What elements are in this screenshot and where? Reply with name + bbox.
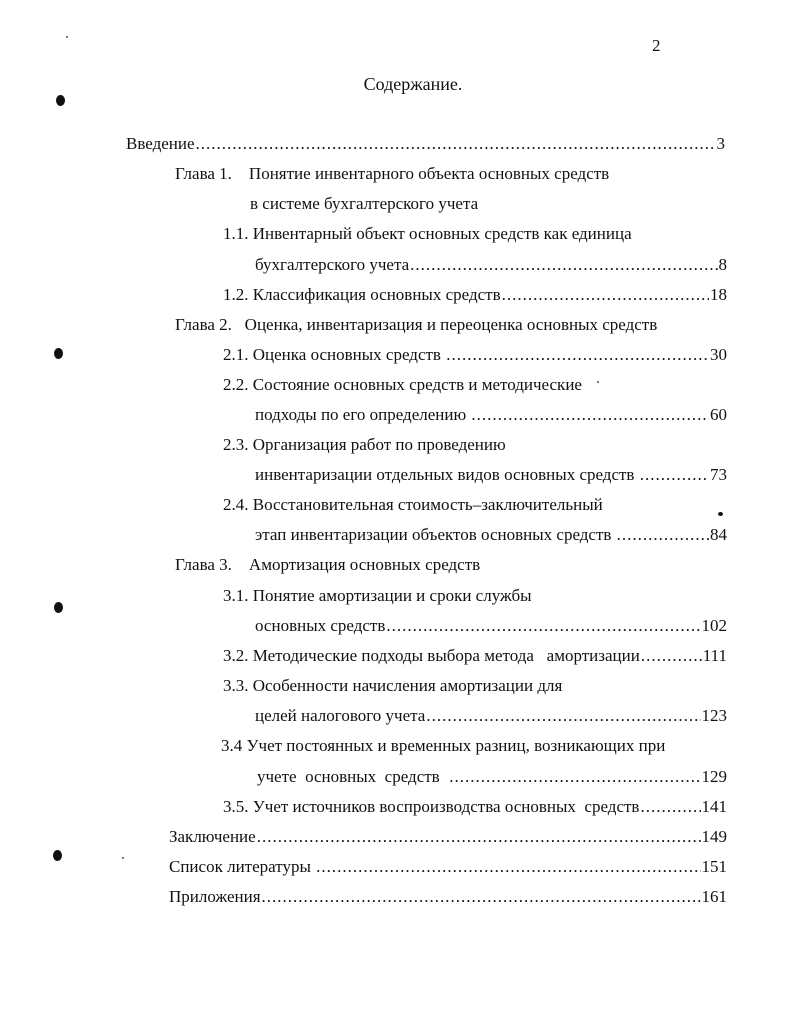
- toc-entry-page: 3: [716, 134, 725, 153]
- toc-section-3-3-cont: [255, 704, 727, 728]
- toc-section-3-1-cont: [255, 614, 727, 638]
- toc-chapter-3: [175, 553, 480, 577]
- leader-dots: [196, 132, 716, 156]
- scan-speck: [122, 857, 124, 859]
- toc-entry-label: Заключение: [169, 827, 256, 846]
- toc-section-2-4: [223, 493, 603, 517]
- toc-entry-bibliography: [169, 855, 727, 879]
- scan-speck: [718, 512, 723, 516]
- toc-section-2-3-cont: [255, 463, 727, 487]
- leader-dots: [502, 283, 709, 307]
- toc-section-3-5: [223, 795, 727, 819]
- toc-entry-label: инвентаризации отдельных видов основных средств: [255, 465, 639, 484]
- toc-section-3-3: [223, 674, 562, 698]
- leader-dots: [257, 825, 701, 849]
- toc-entry-page: 73: [710, 465, 727, 484]
- toc-entry-conclusion: [169, 825, 727, 849]
- toc-entry-label: 2.3. Организация работ по проведению: [223, 435, 506, 454]
- toc-entry-page: 129: [701, 767, 727, 786]
- leader-dots: [617, 523, 709, 547]
- toc-entry-label: Глава 1. Понятие инвентарного объекта основных средств: [175, 164, 610, 183]
- toc-section-3-4-cont: [257, 765, 727, 789]
- toc-entry-label: подходы по его определению: [255, 405, 471, 424]
- toc-section-2-1: [223, 343, 727, 367]
- toc-entry-label: целей налогового учета: [255, 706, 426, 725]
- toc-section-1-1: [223, 222, 632, 246]
- toc-entry-label: Глава 3. Амортизация основных средств: [175, 555, 481, 574]
- toc-entry-label: 2.2. Состояние основных средств и методические: [223, 375, 582, 394]
- toc-section-3-2: [223, 644, 727, 668]
- leader-dots: [471, 403, 709, 427]
- toc-entry-label: 3.2. Методические подходы выбора метода амортизации: [223, 646, 640, 665]
- leader-dots: [410, 253, 717, 277]
- toc-entry-page: 123: [701, 706, 727, 725]
- scan-mark: [54, 602, 63, 613]
- leader-dots: [446, 343, 709, 367]
- toc-entry-page: 60: [710, 405, 727, 424]
- toc-section-3-4: [221, 734, 665, 758]
- toc-entry-label: основных средств: [255, 616, 386, 635]
- scan-speck: [597, 381, 599, 383]
- toc-entry-label: 3.3. Особенности начисления амортизации для: [223, 676, 563, 695]
- toc-entry-page: 30: [710, 345, 727, 364]
- toc-entry-page: 102: [701, 616, 727, 635]
- toc-entry-label: этап инвентаризации объектов основных средств: [255, 525, 616, 544]
- toc-chapter-1: [175, 162, 609, 186]
- leader-dots: [426, 704, 700, 728]
- toc-entry-label: 1.1. Инвентарный объект основных средств как единица: [223, 224, 632, 243]
- scan-mark: [54, 348, 63, 359]
- toc-entry-page: 18: [710, 285, 727, 304]
- toc-section-1-2: [223, 283, 727, 307]
- toc-entry-page: 141: [701, 797, 727, 816]
- toc-entry-introduction: [126, 132, 725, 156]
- toc-entry-label: Введение: [126, 134, 195, 153]
- toc-entry-label: 3.5. Учет источников воспроизводства основных средств: [223, 797, 640, 816]
- toc-entry-label: бухгалтерского учета: [255, 255, 410, 274]
- leader-dots: [449, 765, 700, 789]
- leader-dots: [262, 885, 701, 909]
- toc-entry-label: учете основных средств: [257, 767, 449, 786]
- toc-chapter-1-cont: [250, 192, 478, 216]
- toc-entry-label: в системе бухгалтерского учета: [250, 194, 479, 213]
- scan-mark: [56, 95, 65, 106]
- toc-section-2-2: [223, 373, 582, 397]
- scan-speck: [66, 36, 68, 38]
- toc-entry-label: 1.2. Классификация основных средств: [223, 285, 501, 304]
- page-number: 2: [652, 36, 661, 55]
- toc-entry-label: Список литературы: [169, 857, 316, 876]
- toc-entry-page: 8: [718, 255, 727, 274]
- toc-entry-label: 2.1. Оценка основных средств: [223, 345, 446, 364]
- toc-entry-page: 111: [702, 646, 727, 665]
- toc-chapter-2: [175, 313, 657, 337]
- toc-title: Содержание.: [363, 74, 463, 94]
- leader-dots: [640, 463, 709, 487]
- leader-dots: [386, 614, 700, 638]
- toc-entry-label: 2.4. Восстановительная стоимость–заключительный: [223, 495, 603, 514]
- toc-entry-label: 3.1. Понятие амортизации и сроки службы: [223, 586, 532, 605]
- toc-section-2-4-cont: [255, 523, 727, 547]
- toc-section-1-1-cont: [255, 253, 727, 277]
- toc-entry-page: 161: [701, 887, 727, 906]
- leader-dots: [641, 644, 702, 668]
- leader-dots: [640, 795, 700, 819]
- toc-section-2-3: [223, 433, 506, 457]
- toc-section-2-2-cont: [255, 403, 727, 427]
- toc-entry-page: 151: [701, 857, 727, 876]
- leader-dots: [316, 855, 700, 879]
- toc-entry-label: Глава 2. Оценка, инвентаризация и переоценка основных средств: [175, 315, 658, 334]
- scan-mark: [53, 850, 62, 861]
- toc-entry-page: 149: [701, 827, 727, 846]
- toc-entry-appendices: [169, 885, 727, 909]
- toc-section-3-1: [223, 584, 532, 608]
- toc-entry-label: 3.4 Учет постоянных и временных разниц, возникающих при: [221, 736, 666, 755]
- toc-entry-label: Приложения: [169, 887, 261, 906]
- toc-entry-page: 84: [710, 525, 727, 544]
